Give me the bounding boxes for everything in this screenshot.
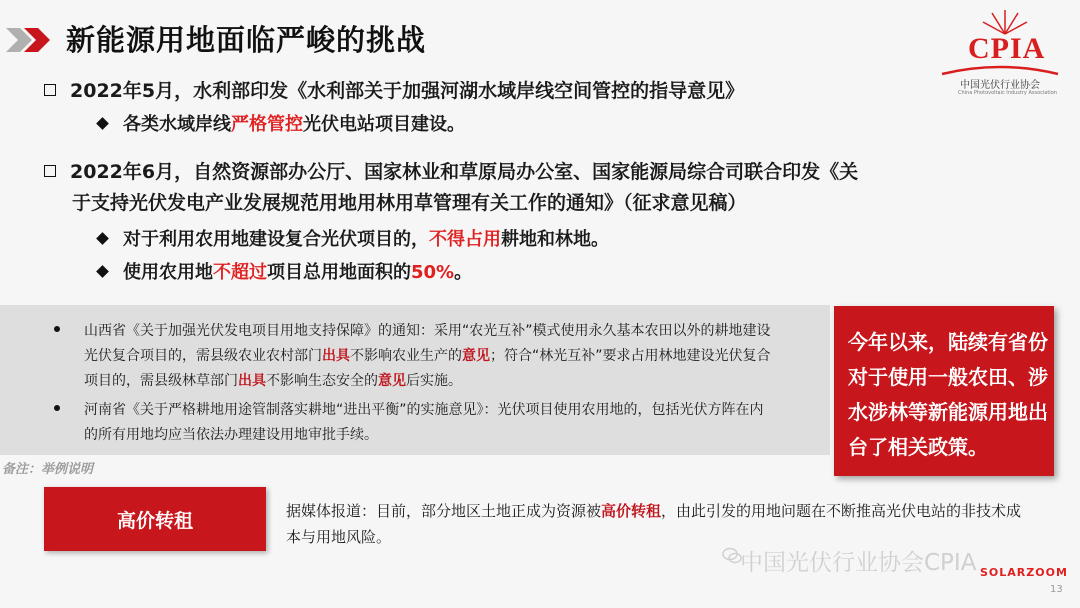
- callout-line: 对于使用一般农田、涉: [848, 365, 1048, 389]
- callout-line: 水涉林等新能源用地出: [848, 400, 1048, 424]
- policy-item-2: 2022年6月，自然资源部办公厅、国家林业和草原局办公室、国家能源局综合司联合印发《关: [44, 157, 858, 184]
- square-bullet-icon: [44, 84, 56, 96]
- bullet-item-2: 对于利用农用地建设复合光伏项目的，不得占用耕地和林地。: [98, 225, 609, 251]
- footnote: 备注：举例说明: [2, 462, 94, 477]
- example-shanxi-line3: 项目的，需县级林草部门出具不影响生态安全的意见后实施。: [84, 373, 462, 389]
- example-henan-line2: 的所有用地均应当依法办理建设用地审批手续。: [84, 427, 378, 443]
- page-number: 13: [1050, 584, 1063, 595]
- bullet-item-3: 使用农用地不超过项目总用地面积的50%。: [98, 258, 472, 284]
- diamond-bullet-icon: [96, 232, 109, 245]
- bullet-item-1: 各类水域岸线严格管控光伏电站项目建设。: [98, 110, 465, 136]
- solarzoom-watermark: SOLARZOOM: [980, 566, 1068, 579]
- high-price-sublet-label: 高价转租: [44, 487, 266, 551]
- policy-item-1: 2022年5月，水利部印发《水利部关于加强河湖水域岸线空间管控的指导意见》: [44, 76, 744, 103]
- logo-en-name: China Photovoltaic Industry Association: [958, 90, 1057, 96]
- example-henan-line1: 河南省《关于严格耕地用途管制落实耕地“进出平衡”的实施意见》：光伏项目使用农用地的，包括光伏方阵在内: [54, 399, 764, 419]
- watermark: 中国光伏行业协会CPIA: [740, 550, 977, 576]
- wechat-icon: [722, 547, 742, 565]
- example-shanxi-line2: 光伏复合项目的，需县级农业农村部门出具不影响农业生产的意见；符合“林光互补”要求占用林地建设光伏复合: [84, 348, 771, 364]
- summary-callout: [834, 306, 1054, 476]
- callout-line: 今年以来，陆续有省份: [848, 330, 1048, 354]
- logo-cn-name: 中国光伏行业协会: [960, 80, 1040, 91]
- chevron-arrow-icon: [6, 28, 54, 52]
- diamond-bullet-icon: [96, 117, 109, 130]
- bottom-text-line2: 本与用地风险。: [286, 528, 392, 546]
- cpia-logo: [930, 6, 1070, 102]
- square-bullet-icon: [44, 165, 56, 177]
- page-title: 新能源用地面临严峻的挑战: [66, 23, 427, 57]
- callout-line: 台了相关政策。: [848, 435, 988, 459]
- diamond-bullet-icon: [96, 265, 109, 278]
- bottom-text-line1: 据媒体报道：目前，部分地区土地正成为资源被高价转租，由此引发的用地问题在不断推高光伏电站的非技术成: [286, 502, 1022, 520]
- policy-item-2-cont: 于支持光伏发电产业发展规范用地用林用草管理有关工作的通知》（征求意见稿）: [72, 192, 747, 214]
- dot-bullet-icon: [54, 326, 60, 332]
- dot-bullet-icon: [54, 405, 60, 411]
- logo-text: CPIA: [968, 32, 1046, 65]
- example-shanxi-line1: 山西省《关于加强光伏发电项目用地支持保障》的通知：采用“农光互补”模式使用永久基本农田以外的耕地建设: [54, 320, 771, 340]
